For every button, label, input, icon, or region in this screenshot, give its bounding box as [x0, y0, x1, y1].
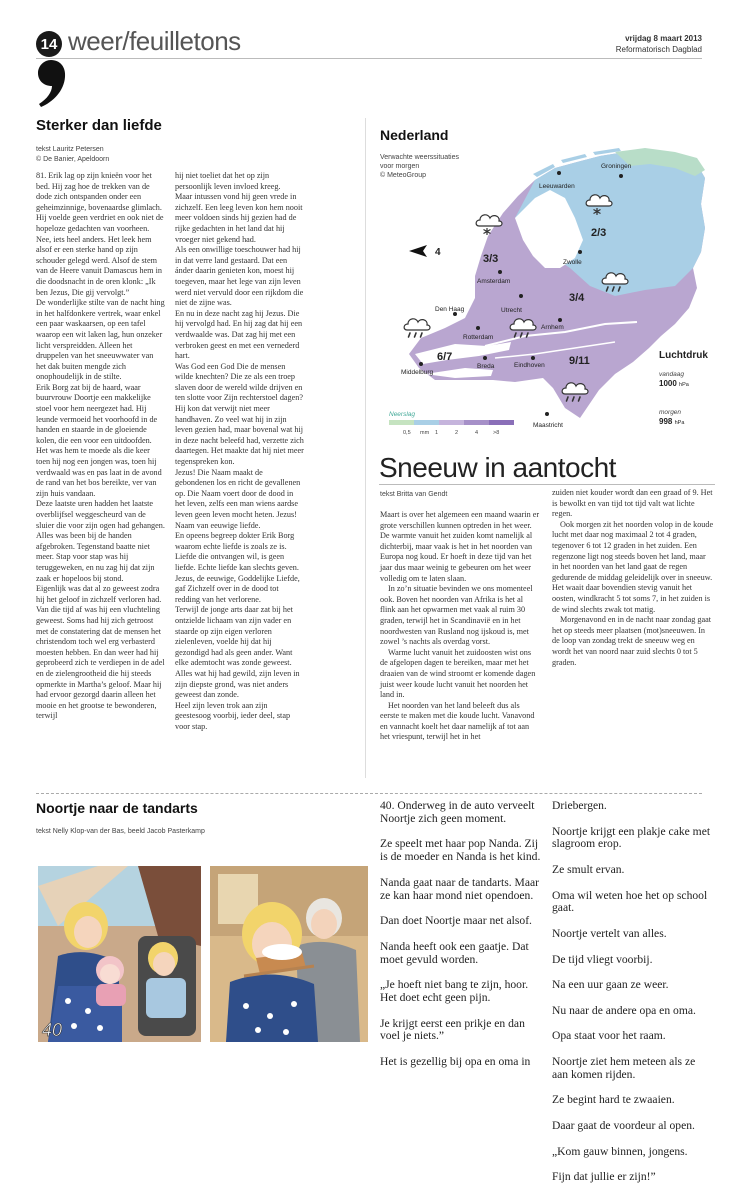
paragraph: Jezus! Die Naam maakt de gebondenen los en richt de gevallenen op. Die Naam voert door de dood in het leven, zelfs een man wiens aardse leven geen leven mocht heten. Jezus! Naam van eeuwige liefde. [175, 467, 301, 530]
pressure-tomorrow-label: morgen [659, 409, 682, 416]
paragraph: Na een uur gaan ze weer. [552, 978, 669, 992]
paragraph: 40. Onderweg in de auto verveelt Noortje zich geen moment. [380, 799, 535, 825]
temp-east: 3/4 [569, 292, 585, 304]
paragraph: Je krijgt eerst een prikje en dan voel je niets.” [380, 1016, 525, 1043]
city-label-leeuwarden: Leeuwarden [539, 183, 575, 190]
paragraph: „Kom gauw binnen, jongens. [552, 1144, 688, 1158]
illustration-cake-scene [210, 866, 368, 1042]
city-dot-rotterdam [476, 326, 480, 330]
paragraph: Noortje krijgt een plakje cake met slagroom erop. [552, 824, 711, 851]
paragraph: En nu in deze nacht zag hij Jezus. Die hij vervolgd had. En hij zag dat hij een verdwaalde was. Dat zag hij met een verbroken geest en met een vernederd hart. [175, 308, 303, 361]
city-dot-breda [483, 356, 487, 360]
weather-column-1 [380, 510, 540, 750]
city-dot-amsterdam [498, 270, 502, 274]
temp-north-east: 2/3 [591, 227, 607, 239]
panel-number: 40 [42, 1020, 63, 1040]
city-label-eindhoven: Eindhoven [514, 362, 545, 369]
paragraph: Noortje vertelt van alles. [552, 926, 667, 940]
weather-headline: Sneeuw in aantocht [379, 452, 616, 483]
city-label-breda: Breda [477, 363, 495, 370]
paragraph: Nee, iets heel anders. Het leek hem alsof er een sterke hand op zijn schouder gelegd werd. Alsof de stem van de Heere vanuit Damascus hem in die doodsnacht in de oren klonk: „Ik ben Jezus, Die gij vervolgt.” [36, 234, 162, 297]
newspaper-name: Reformatorisch Dagblad [615, 45, 702, 54]
precip-tick: 0,5 [403, 430, 411, 436]
city-dot-leeuwarden [557, 171, 561, 175]
paragraph: Oma wil weten hoe het op school gaat. [552, 888, 708, 915]
page-number: 14 [36, 31, 62, 57]
paragraph: De tijd vliegt voorbij. [552, 952, 653, 966]
city-dot-eindhoven [531, 356, 535, 360]
precip-tick: 4 [475, 430, 479, 436]
paragraph: Als een onwillige toeschouwer had hij in dat verre land gestaard. Dat een ánder daarin genieten kon, moest hij toegeven, maar het lege van zijn leven werd niet vervuld door een rijkdom die niet de zijne was. [175, 245, 304, 308]
paragraph: Nu naar de andere opa en oma. [552, 1003, 696, 1017]
column-divider [365, 118, 366, 778]
paragraph: En opeens begreep dokter Erik Borg waarom echte liefde is zoals ze is. Liefde die ontvangen wil, is geen liefde. Echte liefde kan slechts geven. Jezus, de eeuwige, Goddelijke Liefde, gaf Zichzelf over in de dood tot redding van het verlorene. [175, 531, 300, 604]
precip-label: Neerslag [389, 411, 416, 418]
paragraph: Dan doet Noortje maar net alsof. [380, 914, 532, 928]
map-title: Nederland [380, 127, 449, 143]
headline-rule [379, 484, 715, 485]
pressure-today-label: vandaag [659, 371, 684, 378]
paragraph: Nanda gaat naar de tandarts. Maar ze kan haar mond niet opendoen. [380, 875, 540, 902]
paragraph: Terwijl de jonge arts daar zat bij het ontzielde lichaam van zijn vader en staarde op zijn eigen verloren zielenleven, voelde hij dat hij gezondigd had als geen ander. Want elke ademtocht was zonde geweest. Alles wat hij had gewild, zijn leven in zijn diepste grond, was niet anders geweest dan zonde. [175, 605, 300, 700]
serial-publisher: © De Banier, Apeldoorn [36, 156, 110, 163]
paragraph: Maart is over het algemeen een maand waarin er grote verschillen kunnen optreden in het weer. De warmte vanuit het zuiden komt namelijk al dichterbij, maar vaak is het in het noorden van Europa nog koud. Er hoeft in deze tijd van het jaar dus maar weinig te gebeuren om het weer volledig om te laten slaan. [380, 510, 540, 583]
paragraph: Het noorden van het land beleeft dus als eerste te maken met die koude lucht. Vanavond en vannacht koelt het daar namelijk af tot aan het vriespunt, terwijl het in het [380, 700, 535, 742]
city-label-maastricht: Maastricht [533, 422, 563, 429]
precip-tick: 1 [435, 430, 439, 436]
city-dot-utrecht [519, 294, 523, 298]
serial-byline [36, 145, 109, 165]
paragraph: Het is gezellig bij opa en oma in [380, 1054, 531, 1068]
precip-tick: mm [420, 430, 430, 436]
paragraph: Eigenlijk was dat al zo geweest zodra hij het geloof in zichzelf verloren had. Van die tijd af was hij een vluchteling geweest. Soms had hij zich getroost met de constatering dat de mensen het christendom toch wel erg verbasterd moesten hebben. En dan weer had hij geprobeerd zich te verdiepen in de adel en de zielengrootheid die hij steeds opmerkte in Martha’s geloof. Maar hij had ervoor gezorgd daarin alleen het mooie en het grootse te bewonderen, terwijl [36, 584, 165, 721]
paragraph: Daar gaat de voordeur al open. [552, 1118, 695, 1132]
map-sub-line1: Verwachte weerssituaties [380, 154, 459, 161]
wind-arrow-icon [409, 245, 427, 257]
paragraph: Heel zijn leven trok aan zijn geestesoog voorbij, ieder deel, stap voor stap. [175, 700, 291, 731]
city-dot-middelburg [419, 362, 423, 366]
paragraph: In zo’n situatie bevinden we ons momenteel ook. Boven het noorden van Afrika is het al flink aan het opwarmen met vaak al ruim 30 graden, terwijl het in Scandinavië en in het noordwesten van Rusland nog ijskoud is, met zowel ’s nachts als overdag vorst. [380, 584, 533, 647]
city-label-amsterdam: Amsterdam [477, 278, 511, 285]
paragraph: Deze laatste uren hadden het laatste overblijfsel weggescheurd van de sluier die voor zijn ogen had gehangen. Alles was been bij de handen afgebroken. Tegenstand baatte niet meer. Stap voor stap was hij teruggeweken, en nu zag hij dat zijn zaak er hopeloos bij stond. [36, 499, 165, 583]
pressure-label: Luchtdruk [659, 350, 708, 361]
city-label-groningen: Groningen [601, 163, 632, 170]
city-dot-groningen [619, 174, 623, 178]
city-label-zwolle: Zwolle [563, 259, 582, 266]
paragraph: hij niet toeliet dat het op zijn persoonlijk leven invloed kreeg. [175, 171, 281, 191]
serial-title: Sterker dan liefde [36, 117, 162, 134]
temp-south-west: 6/7 [437, 351, 453, 363]
city-dot-arnhem [558, 318, 562, 322]
paragraph: „Je hoeft niet bang te zijn, hoor. Het doet echt geen pijn. [380, 978, 529, 1004]
paragraph: zuiden niet kouder wordt dan een graad of 9. Het is bewolkt en van tijd tot tijd valt wat lichte regen. [552, 488, 713, 519]
city-label-rotterdam: Rotterdam [463, 334, 494, 341]
pressure-tomorrow-value: 998 hPa [659, 417, 685, 426]
paragraph: Opa staat voor het raam. [552, 1029, 666, 1043]
kids-story-byline: tekst Nelly Klop-van der Bas, beeld Jacob Pasterkamp [36, 828, 205, 835]
section-separator [36, 793, 702, 794]
wind-force: 4 [435, 247, 441, 258]
city-label-middelburg: Middelburg [401, 369, 434, 376]
city-label-den-haag: Den Haag [435, 306, 465, 313]
paragraph: Morgenavond en in de nacht naar zondag gaat het op steeds meer plaatsen (mot)sneeuwen. In de loop van zondag trekt de sneeuw weg en wordt het van noord naar zuid slechts 0 tot 5 graden. [552, 615, 712, 667]
paragraph: Erik Borg zat bij de haard, waar buurvrouw Doortje een makkelijke stoel voor hem neergezet had. Hij leunde vermoeid het voorhoofd in de handen en staarde in de gloeiende kolen, die een voor een uitdoofden. [36, 382, 158, 445]
paragraph: Ze begint hard te zwaaien. [552, 1093, 675, 1107]
paragraph: Maar intussen vond hij geen vrede in zichzelf. Een leeg leven kon hem nooit meer voldoen sinds hij gezien had de rijke gedachten in het land dat hij vroeger niet gekend had. [175, 192, 303, 244]
header-rule [36, 58, 702, 59]
illustration-car-scene [38, 866, 201, 1042]
paragraph: Hij kon dat verwijt niet meer handhaven. Zo veel wat hij in zijn leven gezien had, maar bovenal wat hij in deze nacht beleefd had, verzette zich daartegen. Het maakte dat hij niet meer tegenspreken kon. [175, 404, 304, 467]
paragraph: Ze smult ervan. [552, 862, 625, 876]
map-sub-line3: © MeteoGroup [380, 172, 427, 179]
kids-story-column-2 [552, 799, 714, 1184]
temp-south: 9/11 [569, 355, 590, 367]
city-dot-zwolle [578, 250, 582, 254]
serial-column-2 [175, 171, 304, 771]
weather-byline: tekst Britta van Gendt [380, 491, 448, 498]
serial-column-1 [36, 171, 165, 771]
issue-date: vrijdag 8 maart 2013 [625, 34, 702, 43]
precip-tick: >8 [493, 430, 500, 436]
city-label-utrecht: Utrecht [501, 307, 522, 314]
paragraph: 81. Erik lag op zijn knieën voor het bed. Hij zag hoe de trekken van de dode zich ontspanden onder een geheimzinnige, bovenaardse glimlach. [36, 171, 162, 212]
feuilleton-comma-logo [36, 60, 66, 113]
paragraph: Noortje ziet hem meteen als ze aan komen rijden. [552, 1054, 696, 1081]
city-label-arnhem: Arnhem [541, 324, 564, 331]
paragraph: Nanda heeft ook een gaatje. Dat moet gevuld worden. [380, 939, 529, 966]
paragraph: Fijn dat jullie er zijn!” [552, 1170, 656, 1184]
paragraph: Was God een God Die de mensen wilde knechten? Die ze als een troep slaven door de wereld wilde drijven en ten slotte voor Zijn rechterstoel dagen? [175, 361, 303, 403]
precip-scale-bar [389, 420, 514, 425]
precip-tick: 2 [455, 430, 459, 436]
dateline [616, 33, 702, 55]
kids-story-title: Noortje naar de tandarts [36, 800, 198, 816]
weather-column-2 [552, 488, 714, 748]
paragraph: Driebergen. [552, 799, 607, 812]
map-sub-line2: voor morgen [380, 163, 420, 170]
paragraph: De wonderlijke stilte van de nacht hing in het halfdonkere vertrek, waar enkel een paar waskaarsen, op een tafel waarop een wit laken lag, hun onzeker licht verspreidden. Alleen het druppelen van het sneeuwwater van het dak buiten mengde zich onophoudelijk in de stilte. [36, 298, 165, 382]
paragraph: Ook morgen zit het noorden volop in de koude lucht met daar nog maximaal 2 tot 4 graden, tegenover 6 tot 12 graden in het zuiden. Een regenzone ligt nog steeds boven het land, maar in het noorden van het land gaat de regen gedurende de middag geleidelijk over in sneeuw. Het waait daar bovendien stevig vanuit het oosten, windkracht 5 tot soms 7, in het zuiden is de wind slechts zwak tot matig. [552, 519, 714, 614]
paragraph: Warme lucht vanuit het zuidoosten wist ons de afgelopen dagen te bereiken, maar met het draaien van de wind stroomt er komende dagen juist weer koude lucht vanuit het noorden het land in. [380, 647, 536, 700]
paragraph: Ze speelt met haar pop Nanda. Zij is de moeder en Nanda is het kind. [380, 837, 541, 864]
paragraph: Het was hem te moede als die keer toen hij nog een jongen was, toen hij verdwaald was en pas laat in de avond de rand van het bos bereikte, ver van zijn huis vandaan. [36, 446, 162, 498]
weather-map [375, 118, 715, 450]
pressure-today-value: 1000 hPa [659, 379, 689, 388]
temp-north-west: 3/3 [483, 253, 499, 265]
section-title: weer/feuilletons [68, 26, 241, 56]
city-dot-maastricht [545, 412, 549, 416]
kids-story-column-1 [380, 799, 542, 1068]
serial-author: tekst Lauritz Petersen [36, 146, 104, 153]
rain-cloud-icon [404, 319, 430, 337]
paragraph: Hij voelde geen verdriet en ook niet de hopeloze gedachten van voorheen. [36, 213, 164, 233]
